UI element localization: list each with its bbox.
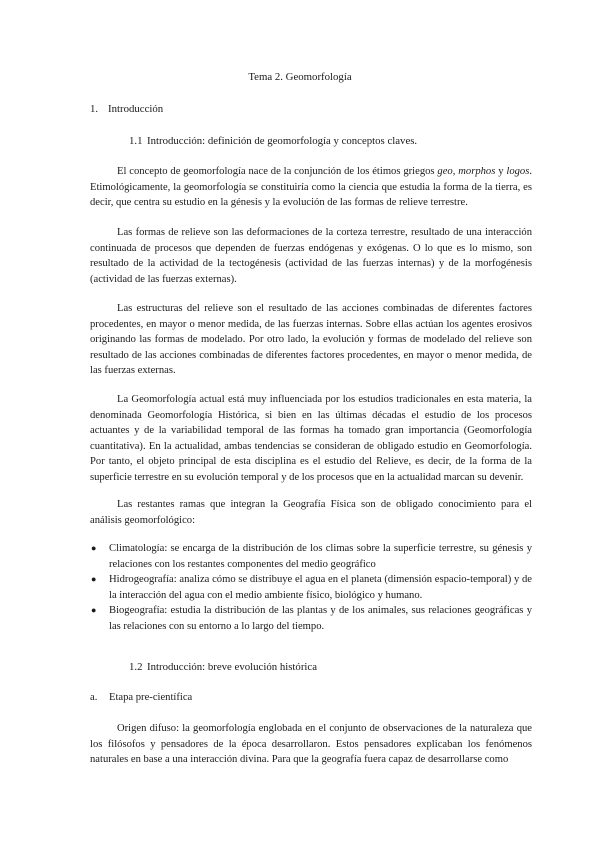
paragraph-text: . Etimológicamente, la geomorfología se constituiría como la ciencia que estudia la forma de la tierra, es decir, que centra su estudio en la génesis y la evolución de las formas de relieve terrestre. <box>90 166 533 209</box>
list-item <box>90 572 532 603</box>
paragraph-formas-relieve: Las formas de relieve son las deformaciones de la corteza terrestre, resultado de una interacción continuada de procesos que dependen de fuerzas endógenas y exógenas. O lo que es lo mismo, son resultado de la actividad de la tectogénesis (actividad de las fuerzas internas) y de la morfogénesis (actividad de las fuerzas externas). <box>90 227 532 285</box>
section-number: 1. <box>90 103 99 115</box>
subsection-heading-definicion <box>129 134 417 150</box>
term-geo: geo <box>437 166 453 177</box>
bullet-icon: ● <box>91 574 97 585</box>
section-heading-introduccion <box>90 102 163 118</box>
list-item-text: Climatología: se encarga de la distribución de los climas sobre la superficie terrestre, su génesis y relaciones con los restantes componentes del medio geográfico <box>109 543 532 570</box>
subsection-heading-evolucion <box>129 660 317 676</box>
list-item <box>90 603 532 634</box>
paragraph-text: El concepto de geomorfología nace de la conjunción de los étimos griegos <box>117 166 438 177</box>
subheading-label: Etapa pre-científica <box>109 692 193 703</box>
list-item-text: Hidrogeografía: analiza cómo se distribuye el agua en el planeta (dimensión espacio-temporal) y de la interacción del agua con el medio ambiente físico, biológico y humano. <box>109 574 532 601</box>
paragraph-estructuras: Las estructuras del relieve son el resultado de las acciones combinadas de diferentes factores procedentes, en mayor o menor medida, de las fuerzas internas. Sobre ellas actúan los agentes erosivos originando las formas de modelado. Por otro lado, la evolución y formas de modelado del relieve son resultado de las acciones combinadas de diferentes factores procedentes, en mayor o menor medida, de las fuerzas externas. <box>90 303 532 377</box>
paragraph-geomorfologia-actual: La Geomorfología actual está muy influenciada por los estudios tradicionales en esta materia, la denominada Geomorfología Histórica, si bien en las últimas décadas el estudio de los procesos actuantes y de la variabilidad temporal de las formas ha tomado gran importancia (Geomorfología cuantitativa). En la actualidad, ambas tendencias se consideran de obligado estudio en Geomorfología. Por tanto, el objeto principal de esta disciplina es el estudio del Relieve, es decir, de la forma de la superficie terrestre en su evolución temporal y de los procesos que en la actualidad marcan su devenir. <box>90 394 532 483</box>
section-label: Introducción <box>108 103 164 115</box>
subheading-number: a. <box>90 692 98 703</box>
subheading-etapa-precientifica <box>90 690 192 706</box>
bullet-icon: ● <box>91 543 97 553</box>
term-morphos: morphos <box>458 166 496 177</box>
paragraph-origen-difuso: Origen difuso: la geomorfología englobada en el conjunto de observaciones de la naturaleza que los filósofos y pensadores de la época desarrollaron. Estos pensadores explicaban los fenómenos naturales en base a una interacción divina. Para que la geografía fuera capaz de desarrollarse como <box>90 723 532 766</box>
bullet-icon: ● <box>91 605 97 616</box>
subsection-number: 1.1 <box>129 135 143 147</box>
conjunction: y <box>495 166 507 177</box>
subsection-number: 1.2 <box>129 661 143 673</box>
separator: , <box>452 166 459 177</box>
list-item <box>90 541 532 572</box>
list-item-text: Biogeografía: estudia la distribución de las plantas y de los animales, sus relaciones geográficas y las relaciones con su entorno a lo largo del tiempo. <box>109 605 532 632</box>
paragraph-concepto <box>90 164 532 211</box>
branches-list <box>90 541 532 635</box>
paragraph-ramas: Las restantes ramas que integran la Geografía Física son de obligado conocimiento para el análisis geomorfológico: <box>90 499 532 526</box>
subsection-label: Introducción: definición de geomorfología y conceptos claves. <box>147 135 418 147</box>
subsection-label: Introducción: breve evolución histórica <box>147 661 317 673</box>
page-title: Tema 2. Geomorfología <box>248 71 352 83</box>
term-logos: logos <box>506 166 530 177</box>
